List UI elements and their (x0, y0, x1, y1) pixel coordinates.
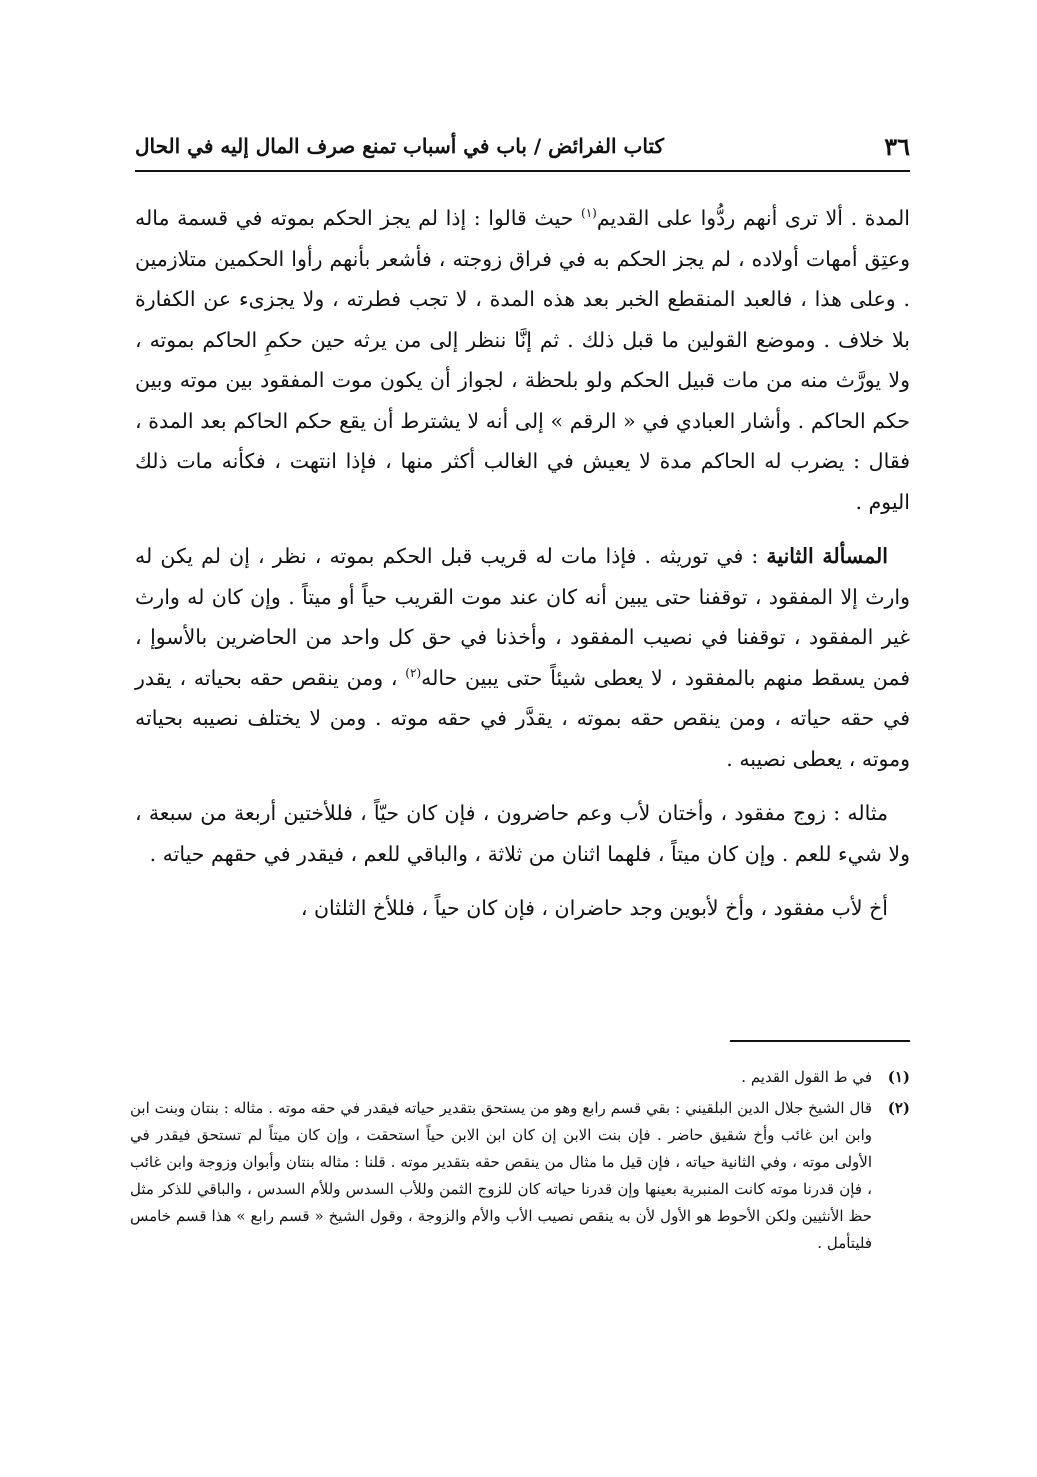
footnote-ref-2: (٢) (405, 665, 422, 680)
paragraph-2 (135, 536, 910, 779)
paragraph-1-part-b: حيث قالوا : إذا لم يجز الحكم بموته في قسمة ماله وعتِق أمهات أولاده ، لم يجز الحكم به في فراق زوجته ، فأشعر بأنهم رأوا الحكمين متلازمين . وعلى هذا ، فالعبد المنقطع الخبر بعد هذه المدة ، لا تجب فطرته ، ولا يجزىء عن الكفارة بلا خلاف . وموضع القولين ما قبل ذلك . ثم إنَّا ننظر إلى من يرثه حين حكمِ الحاكم بموته ، ولا يورَّث منه من مات قبيل الحكم ولو بلحظة ، لجواز أن يكون موت المفقود بين موته وبين حكم الحاكم . وأشار العبادي في « الرقم » إلى أنه لا يشترط أن يقع حكم الحاكم بعد المدة ، فقال : يضرب له الحاكم مدة لا يعيش في الغالب أكثر منها ، فإذا انتهت ، فكأنه مات ذلك اليوم . (135, 206, 910, 514)
footnote-1 (130, 1064, 910, 1091)
paragraph-1-part-a: المدة . ألا ترى أنهم ردُّوا على القديم (596, 206, 910, 230)
footnote-number: (٢) (887, 1099, 910, 1117)
footnotes (130, 1064, 910, 1261)
footnote-number: (١) (887, 1068, 910, 1086)
footnote-divider (730, 1040, 910, 1042)
footnote-2 (130, 1095, 910, 1257)
paragraph-4: أخ لأب مفقود ، وأخ لأبوين وجد حاضران ، فإن كان حياً ، فللأخ الثلثان ، (300, 896, 888, 920)
section-heading: المسألة الثانية (766, 544, 888, 568)
paragraph-2-part-b: ، ومن ينقص حقه بحياته ، يقدر في حقه حياته ، ومن ينقص حقه بموته ، يقدَّر في حقه موته . ومن لا يختلف نصيبه بحياته وموته ، يعطى نصيبه . (135, 665, 910, 771)
page-number: ٣٦ (884, 132, 910, 161)
running-title: كتاب الفرائض / باب في أسباب تمنع صرف المال إليه في الحال (135, 134, 665, 158)
paragraph-2-part-a: : في توريثه . فإذا مات له قريب قبل الحكم بموته ، نظر ، إن لم يكن له وارث إلا المفقود ، توقفنا حتى يبين أنه كان عند موت القريب حياً أو ميتاً . وإن كان له وارث غير المفقود ، توقفنا في نصيب المفقود ، وأخذنا في حق كل واحد من الحاضرين بالأسوإ ، فمن يسقط منهم بالمفقود ، لا يعطى شيئاً حتى يبين حاله (135, 544, 911, 690)
main-text (135, 198, 910, 943)
footnote-text: في ط القول القديم . (741, 1068, 872, 1086)
footnote-text: قال الشيخ جلال الدين البلقيني : بقي قسم رابع وهو من يستحق بتقدير حياته فيقدر في حقه موته . مثاله : بنتان وبنت ابن وابن ابن غائب وأخ شقيق حاضر . فإن بنت الابن إن كان ابن الابن حياً استحقت ، وإن كان ميتاً لم تستحق فيقدر في الأولى موته ، وفي الثانية حياته ، فإن قيل ما مثال من ينقص حقه بتقدير موته . قلنا : مثاله بنتان وأبوان وزوجة وابن غائب ، فإن قدرنا موته كانت المنبرية بعينها وإن قدرنا حياته كان للزوج الثمن وللأب السدس وللأم السدس ، والباقي للذكر مثل حظ الأنثيين ولكن الأحوط هو الأول لأن به ينقص نصيب الأب والأم والزوجة ، وقول الشيخ « قسم رابع » هذا قسم خامس فليتأمل . (130, 1099, 872, 1252)
paragraph-1 (135, 198, 910, 522)
page-header (135, 128, 910, 172)
footnote-ref-1: (١) (581, 206, 597, 221)
paragraph-3: مثاله : زوج مفقود ، وأختان لأب وعم حاضرون ، فإن كان حيّاً ، فللأختين أربعة من سبعة ، ولا شيء للعم . وإن كان ميتاً ، فلهما اثنان من ثلاثة ، والباقي للعم ، فيقدر في حقهم حياته . (135, 801, 910, 866)
